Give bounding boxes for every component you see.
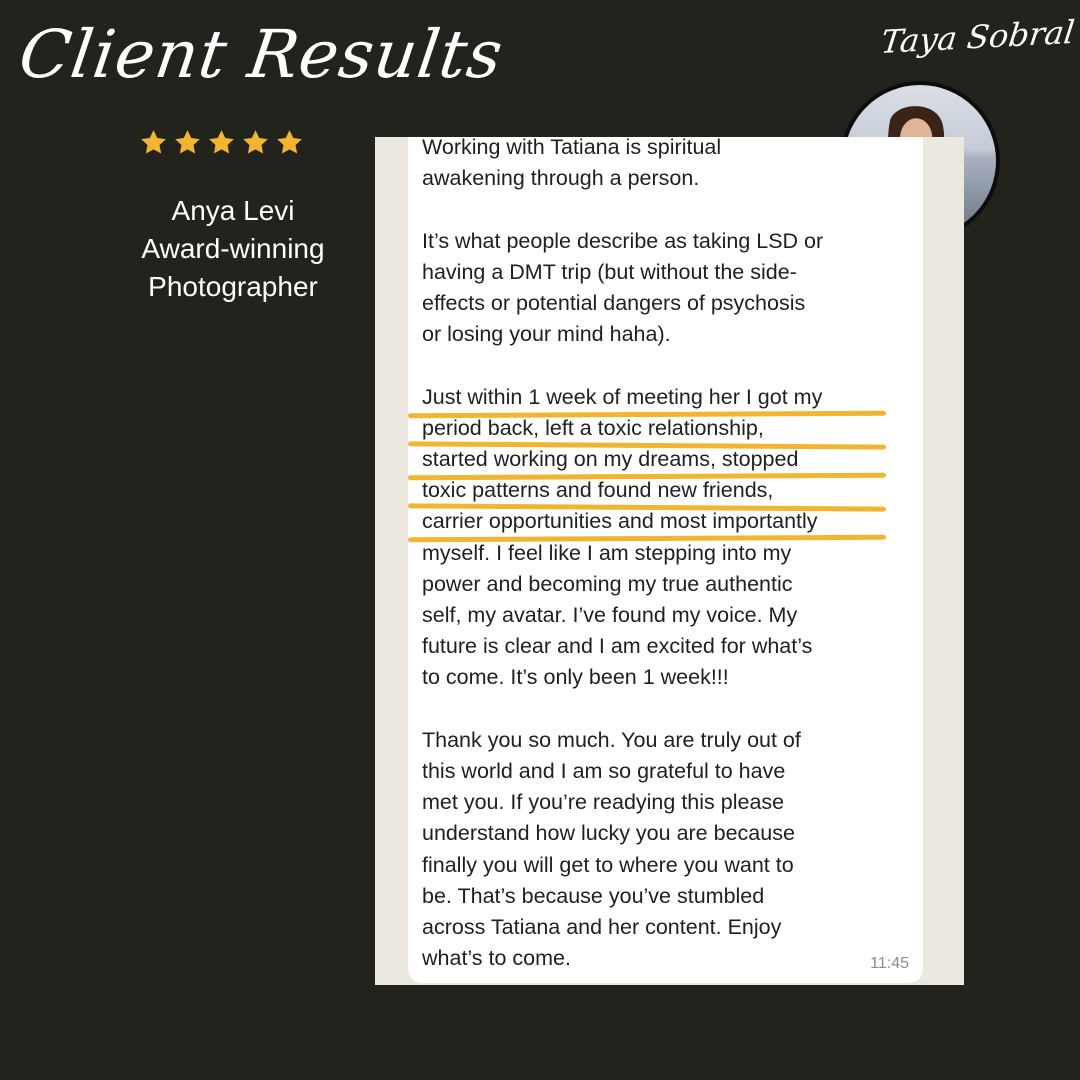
client-title-line1: Award-winning — [141, 233, 325, 264]
client-name: Anya Levi — [171, 195, 295, 226]
message-line: or losing your mind haha). — [422, 322, 671, 347]
chat-screenshot — [375, 137, 964, 985]
star-icon — [275, 128, 304, 157]
message-line: across Tatiana and her content. Enjoy — [422, 915, 782, 939]
client-title-line2: Photographer — [148, 271, 318, 302]
message-line: to come. It’s only been 1 week!!! — [422, 665, 729, 690]
message-line: this world and I am so grateful to have — [422, 759, 786, 783]
message-line: understand how lucky you are because — [422, 821, 795, 846]
message-line: be. That’s because you’ve stumbled — [422, 883, 765, 908]
message-bubble — [408, 137, 923, 983]
star-icon — [207, 128, 236, 157]
star-icon — [173, 128, 202, 157]
client-info — [100, 192, 366, 306]
message-line: power and becoming my true authentic — [422, 571, 793, 596]
message-line: self, my avatar. I’ve found my voice. My — [422, 603, 798, 627]
message-line: Working with Tatiana is spiritual — [422, 137, 722, 159]
message-line: started working on my dreams, stopped — [422, 447, 799, 471]
message-line: It’s what people describe as taking LSD or — [422, 228, 824, 253]
message-line: period back, left a toxic relationship, — [422, 415, 764, 440]
message-line: carrier opportunities and most importantly — [422, 509, 818, 534]
message-line: Thank you so much. You are truly out of — [422, 727, 801, 752]
star-icon — [139, 128, 168, 157]
message-line: awakening through a person. — [422, 166, 700, 191]
message-line: toxic patterns and found new friends, — [422, 478, 774, 503]
brand-signature: Taya Sobral — [878, 13, 1077, 61]
message-line: myself. I feel like I am stepping into my — [422, 540, 792, 565]
message-line: finally you will get to where you want to — [422, 852, 794, 877]
message-line: what’s to come. — [422, 946, 571, 971]
star-rating — [139, 128, 304, 157]
page-heading: Client Results — [14, 16, 508, 93]
message-line: effects or potential dangers of psychosis — [422, 291, 806, 315]
star-icon — [241, 128, 270, 157]
message-timestamp: 11:45 — [870, 955, 909, 972]
message-line: having a DMT trip (but without the side- — [422, 259, 797, 284]
message-line: future is clear and I am excited for what’s — [422, 634, 813, 659]
message-line: Just within 1 week of meeting her I got my — [422, 384, 823, 409]
message-line: met you. If you’re readying this please — [422, 790, 785, 815]
